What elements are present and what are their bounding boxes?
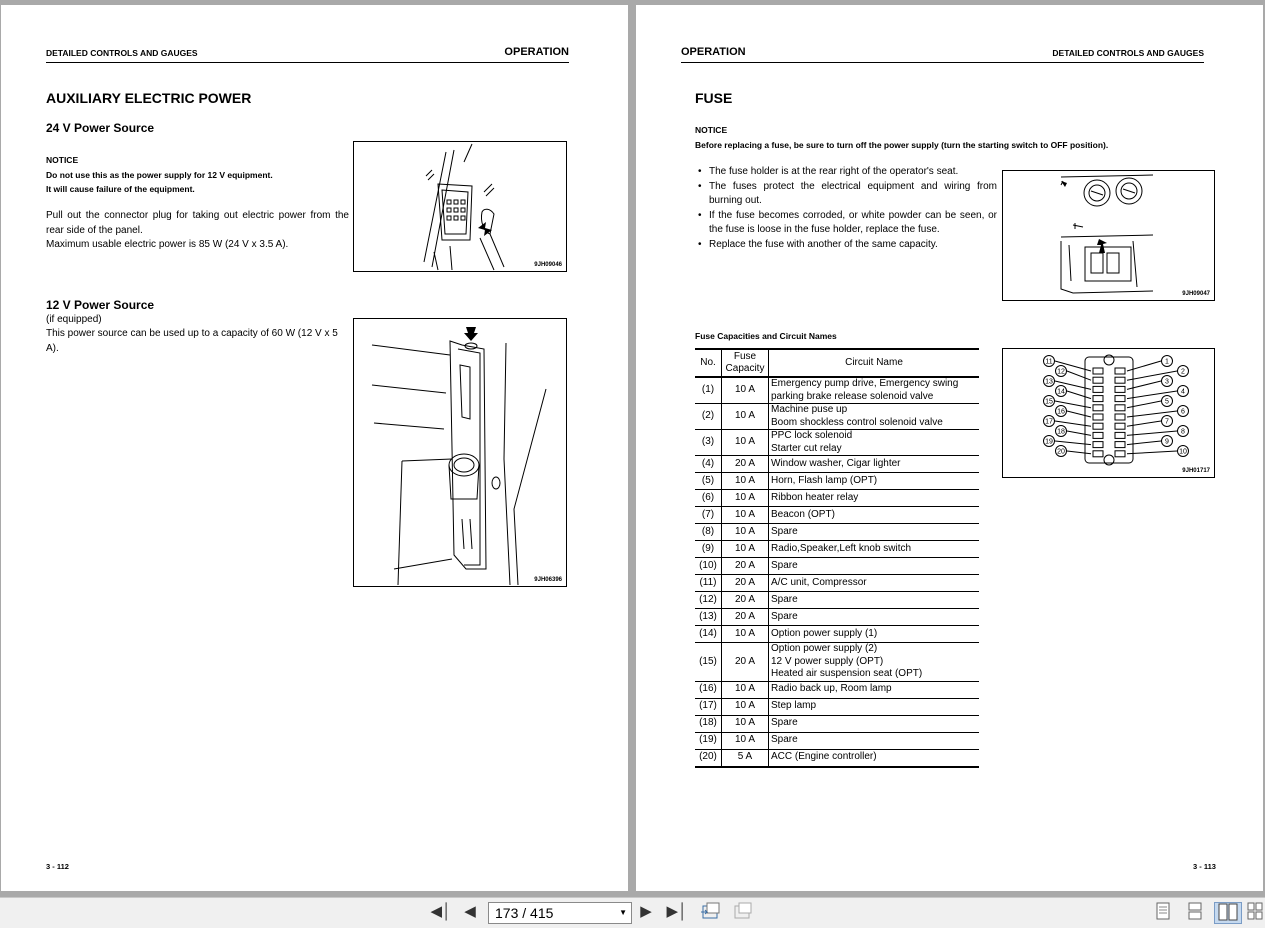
leader-line [1127, 431, 1177, 435]
table-row [695, 507, 979, 524]
leader-line [1067, 391, 1091, 399]
continuous-view-icon[interactable] [1185, 902, 1205, 922]
body-paragraph: Maximum usable electric power is 85 W (24 V x 3.5 A). [46, 239, 289, 250]
table-row [695, 592, 979, 609]
table-row [695, 698, 979, 715]
figure-24v-source [353, 141, 567, 272]
table-row [695, 681, 979, 698]
fuse-slot-left [1093, 396, 1103, 402]
fuse-capacity-cell: 10 A [722, 430, 769, 456]
figure-fuse-location [1002, 170, 1215, 301]
callout-label: 1 [1165, 358, 1169, 366]
fuse-slot-right [1115, 405, 1125, 411]
table-row [695, 609, 979, 626]
bullet-item: • Replace the fuse with another of the same capacity. [709, 238, 997, 253]
fuse-capacity-cell: 20 A [722, 609, 769, 626]
header-chapter: OPERATION [681, 46, 746, 58]
circuit-name-cell: Spare [769, 732, 980, 749]
fuse-capacity-cell: 20 A [722, 456, 769, 473]
leader-line [1067, 451, 1091, 454]
callout-label: 2 [1181, 368, 1185, 376]
go-forward-view-icon[interactable] [730, 902, 754, 922]
page-selector[interactable] [488, 902, 632, 924]
header-section: DETAILED CONTROLS AND GAUGES [46, 48, 198, 58]
leader-line [1127, 451, 1177, 454]
table-row [695, 541, 979, 558]
fuse-slot-left [1093, 423, 1103, 429]
section-title-24v: 24 V Power Source [46, 121, 155, 135]
callout-label: 16 [1057, 408, 1065, 416]
fuse-number-cell: (4) [695, 456, 722, 473]
notice-text [46, 168, 346, 196]
fuse-capacity-cell: 10 A [722, 715, 769, 732]
leader-line [1127, 361, 1161, 371]
fuse-slot-right [1115, 386, 1125, 392]
circuit-name-cell: Emergency pump drive, Emergency swing parking brake release solenoid valve [769, 377, 980, 404]
table-row [695, 456, 979, 473]
circuit-name-cell: Radio,Speaker,Left knob switch [769, 541, 980, 558]
callout-label: 7 [1165, 418, 1169, 426]
fuse-capacity-cell: 10 A [722, 377, 769, 404]
table-row [695, 643, 979, 682]
go-back-view-icon[interactable] [698, 902, 722, 922]
fuse-slot-right [1115, 432, 1125, 438]
fuse-number-cell: (14) [695, 626, 722, 643]
callout-label: 19 [1045, 438, 1053, 446]
last-page-button[interactable]: ▶│ [666, 903, 688, 920]
fuse-slot-right [1115, 423, 1125, 429]
callout-label: 17 [1045, 418, 1053, 426]
circuit-name-cell: Option power supply (2) 12 V power supply (OPT) Heated air suspension seat (OPT) [769, 643, 980, 682]
fuse-capacity-cell: 5 A [722, 749, 769, 767]
column-header-capacity: Fuse Capacity [722, 349, 769, 377]
figure-code: 9JH09047 [1182, 291, 1210, 297]
fuse-slot-left [1093, 414, 1103, 420]
fuse-capacity-cell: 10 A [722, 541, 769, 558]
leader-line [1067, 431, 1091, 435]
power-socket-illustration [354, 319, 566, 586]
fuse-slot-left [1093, 451, 1103, 457]
circuit-name-cell: Spare [769, 524, 980, 541]
body-paragraph: This power source can be used up to a capacity of 60 W (12 V x 5 A). [46, 328, 338, 354]
fuse-slot-right [1115, 368, 1125, 374]
callout-label: 4 [1181, 388, 1185, 396]
column-header-circuit: Circuit Name [769, 349, 980, 377]
callout-label: 3 [1165, 378, 1169, 386]
next-page-button[interactable]: ▶ [640, 903, 652, 920]
fuse-holder-diagram [1003, 349, 1214, 477]
table-row [695, 749, 979, 767]
fuse-capacity-cell: 10 A [722, 626, 769, 643]
table-row [695, 404, 979, 430]
fuse-capacity-cell: 10 A [722, 404, 769, 430]
chevron-down-icon: ▼ [619, 908, 627, 917]
previous-page-button[interactable]: ◀ [464, 903, 476, 920]
bullet-item: • If the fuse becomes corroded, or white powder can be seen, or the fuse is loose in the fuse holder, replace the fuse. [709, 209, 997, 238]
notice-text: Before replacing a fuse, be sure to turn off the power supply (turn the starting switch to OFF position). [695, 140, 1109, 150]
callout-label: 6 [1181, 408, 1185, 416]
callout-label: 12 [1057, 368, 1065, 376]
circuit-name-cell: PPC lock solenoid Starter cut relay [769, 430, 980, 456]
table-row [695, 490, 979, 507]
page-header [681, 43, 1204, 63]
page-indicator: 173 / 415 [495, 905, 554, 921]
table-row [695, 715, 979, 732]
fuse-number-cell: (5) [695, 473, 722, 490]
fuse-number-cell: (18) [695, 715, 722, 732]
circuit-name-cell: ACC (Engine controller) [769, 749, 980, 767]
single-page-view-icon[interactable] [1153, 902, 1173, 922]
callout-label: 15 [1045, 398, 1053, 406]
fuse-number-cell: (7) [695, 507, 722, 524]
table-row [695, 473, 979, 490]
leader-line [1127, 441, 1161, 445]
table-row [695, 558, 979, 575]
figure-code: 9JH09046 [534, 262, 562, 268]
fuse-capacity-cell: 10 A [722, 732, 769, 749]
section-title-12v: 12 V Power Source [46, 298, 155, 312]
body-paragraph: Pull out the connector plug for taking out electric power from the rear side of the panel. [46, 210, 349, 236]
fuse-capacity-cell: 20 A [722, 575, 769, 592]
circuit-name-cell: Step lamp [769, 698, 980, 715]
bullet-item: • The fuse holder is at the rear right of the operator's seat. [709, 165, 997, 180]
facing-view-icon[interactable] [1214, 902, 1242, 924]
circuit-name-cell: Beacon (OPT) [769, 507, 980, 524]
page-title: AUXILIARY ELECTRIC POWER [46, 90, 252, 106]
figure-fuse-holder [1002, 348, 1215, 478]
fuse-number-cell: (3) [695, 430, 722, 456]
circuit-name-cell: Spare [769, 558, 980, 575]
callout-label: 14 [1057, 388, 1065, 396]
circuit-name-cell: A/C unit, Compressor [769, 575, 980, 592]
fuse-capacity-cell: 10 A [722, 507, 769, 524]
circuit-name-cell: Horn, Flash lamp (OPT) [769, 473, 980, 490]
column-header-no: No. [695, 349, 722, 377]
table-row [695, 377, 979, 404]
first-page-button[interactable]: ◀‎│ [430, 903, 452, 920]
left-page [1, 5, 628, 891]
fuse-capacity-cell: 20 A [722, 558, 769, 575]
monitor-panel-illustration [354, 142, 566, 271]
fuse-slot-left [1093, 386, 1103, 392]
callout-label: 20 [1057, 448, 1065, 456]
fuse-table [695, 348, 979, 768]
fuse-slot-left [1093, 442, 1103, 448]
fuse-capacity-cell: 10 A [722, 490, 769, 507]
bullet-item: • The fuses protect the electrical equipment and wiring from burning out. [709, 180, 997, 209]
bullet-list [695, 165, 997, 252]
table-row [695, 430, 979, 456]
fuse-number-cell: (11) [695, 575, 722, 592]
fuse-slot-right [1115, 377, 1125, 383]
circuit-name-cell: Radio back up, Room lamp [769, 681, 980, 698]
figure-code: 9JH06396 [534, 577, 562, 583]
circuit-name-cell: Machine puse up Boom shockless control solenoid valve [769, 404, 980, 430]
fuse-number-cell: (6) [695, 490, 722, 507]
circuit-name-cell: Window washer, Cigar lighter [769, 456, 980, 473]
callout-label: 10 [1179, 448, 1187, 456]
fuse-capacity-cell: 10 A [722, 473, 769, 490]
fuse-capacity-cell: 10 A [722, 681, 769, 698]
fuse-number-cell: (13) [695, 609, 722, 626]
fuse-capacity-cell: 20 A [722, 643, 769, 682]
leader-line [1127, 381, 1161, 389]
leader-line [1067, 411, 1091, 417]
fuse-number-cell: (8) [695, 524, 722, 541]
fuse-number-cell: (12) [695, 592, 722, 609]
fuse-number-cell: (10) [695, 558, 722, 575]
leader-line [1067, 371, 1091, 380]
fuse-number-cell: (1) [695, 377, 722, 404]
leader-line [1055, 441, 1091, 445]
table-row [695, 732, 979, 749]
fuse-number-cell: (20) [695, 749, 722, 767]
fuse-slot-left [1093, 405, 1103, 411]
fuse-slot-left [1093, 432, 1103, 438]
circuit-name-cell: Ribbon heater relay [769, 490, 980, 507]
fuse-number-cell: (17) [695, 698, 722, 715]
fuse-number-cell: (9) [695, 541, 722, 558]
section-subtitle: (if equipped) [46, 314, 102, 325]
fuse-slot-right [1115, 442, 1125, 448]
notice-label: NOTICE [695, 125, 728, 135]
figure-12v-source [353, 318, 567, 587]
fuse-slot-left [1093, 377, 1103, 383]
table-row [695, 524, 979, 541]
fuse-slot-right [1115, 451, 1125, 457]
callout-label: 13 [1045, 378, 1053, 386]
callout-label: 9 [1165, 438, 1169, 446]
fuse-number-cell: (16) [695, 681, 722, 698]
right-page [636, 5, 1263, 891]
fuse-capacity-cell: 10 A [722, 698, 769, 715]
table-title: Fuse Capacities and Circuit Names [695, 331, 837, 341]
figure-code: 9JH01717 [1182, 468, 1210, 474]
circuit-name-cell: Spare [769, 609, 980, 626]
page-header [46, 43, 569, 63]
header-section: DETAILED CONTROLS AND GAUGES [1052, 48, 1204, 58]
page-number: 3 - 113 [1193, 862, 1216, 871]
table-row [695, 575, 979, 592]
notice-line: Do not use this as the power supply for 12 V equipment. [46, 170, 273, 180]
viewer-toolbar [0, 897, 1265, 928]
callout-label: 18 [1057, 428, 1065, 436]
fuse-capacity-cell: 10 A [722, 524, 769, 541]
callout-label: 8 [1181, 428, 1185, 436]
callout-label: 11 [1045, 358, 1053, 366]
fuse-number-cell: (2) [695, 404, 722, 430]
page-number: 3 - 112 [46, 862, 69, 871]
leader-line [1127, 421, 1161, 426]
circuit-name-cell: Spare [769, 715, 980, 732]
fuse-number-cell: (19) [695, 732, 722, 749]
circuit-name-cell: Spare [769, 592, 980, 609]
table-row [695, 626, 979, 643]
table-header-row [695, 349, 979, 377]
callout-label: 5 [1165, 398, 1169, 406]
header-chapter: OPERATION [504, 46, 569, 58]
page-title: FUSE [695, 90, 733, 106]
fuse-capacity-cell: 20 A [722, 592, 769, 609]
fuse-slot-left [1093, 368, 1103, 374]
leader-line [1127, 401, 1161, 408]
fuse-holder-location-illustration [1003, 171, 1214, 300]
fuse-slot-right [1115, 414, 1125, 420]
continuous-facing-view-icon[interactable] [1246, 902, 1264, 922]
circuit-name-cell: Option power supply (1) [769, 626, 980, 643]
fuse-slot-right [1115, 396, 1125, 402]
fuse-number-cell: (15) [695, 643, 722, 682]
notice-line: It will cause failure of the equipment. [46, 184, 195, 194]
notice-label: NOTICE [46, 155, 79, 165]
